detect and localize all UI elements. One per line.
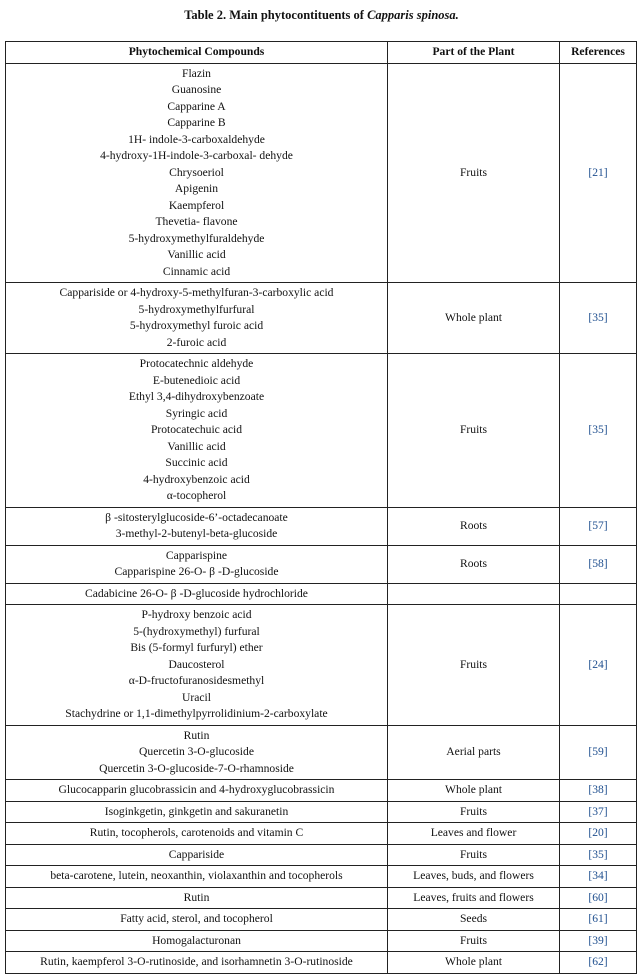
compounds-cell (6, 283, 388, 354)
reference-link[interactable]: [20] (560, 823, 637, 845)
compound-name: Stachydrine or 1,1-dimethylpyrrolidinium-2-carboxylate (65, 707, 328, 720)
compound-name: Rutin, tocopherols, carotenoids and vitamin C (89, 826, 304, 839)
reference-link[interactable]: [24] (560, 605, 637, 726)
compound-name: Cappariside (168, 847, 225, 861)
compound-name: Quercetin 3-O-glucoside (139, 745, 254, 758)
compound-name: Cappariside or 4-hydroxy-5-methylfuran-3-carboxylic acid (59, 286, 334, 299)
compound-name: Fatty acid, sterol, and tocopherol (120, 912, 273, 925)
table-row (6, 583, 637, 605)
compound-name: Protocatechuic acid (150, 423, 243, 436)
compounds-cell (6, 952, 388, 974)
plant-part-cell: Leaves, buds, and flowers (388, 866, 560, 888)
compound-name: Capparine A (167, 99, 226, 113)
reference-link[interactable]: [34] (560, 866, 637, 888)
compound-name: Ethyl 3,4-dihydroxybenzoate (128, 390, 265, 403)
compound-name: 5-hydroxymethyl furoic acid (129, 319, 264, 332)
compound-name: Glucocapparin glucobrassicin and 4-hydroxyglucobrassicin (58, 783, 335, 796)
plant-part-cell: Whole plant (388, 283, 560, 354)
table-body (6, 63, 637, 973)
reference-link[interactable]: [37] (560, 801, 637, 823)
compound-name: Capparispine (165, 548, 228, 562)
compound-name: Vanillic acid (167, 439, 226, 453)
compound-name: Cinnamic acid (162, 264, 231, 278)
compounds-cell (6, 844, 388, 866)
caption-prefix: Table 2. Main phytocontituents of (184, 8, 368, 22)
compound-name: Chrysoeriol (169, 165, 224, 179)
compound-name: Uracil (182, 690, 211, 704)
header-references: References (560, 42, 637, 64)
table-row (6, 909, 637, 931)
header-row (6, 42, 637, 64)
plant-part-cell: Roots (388, 545, 560, 583)
compounds-cell (6, 930, 388, 952)
compounds-cell (6, 507, 388, 545)
compound-name: 4-hydroxy-1H-indole-3-carboxal- dehyde (100, 149, 293, 162)
plant-part-cell: Roots (388, 507, 560, 545)
compound-name: Syringic acid (165, 406, 228, 420)
table-row (6, 725, 637, 780)
reference-link[interactable]: [59] (560, 725, 637, 780)
plant-part-cell (388, 583, 560, 605)
compound-name: Cadabicine 26-O- β -D-glucoside hydrochloride (85, 586, 308, 600)
compound-name: Rutin (183, 890, 210, 904)
compound-name: α-tocopherol (166, 489, 227, 502)
compound-name: Protocatechnic aldehyde (139, 357, 254, 370)
compounds-cell (6, 605, 388, 726)
reference-link[interactable]: [58] (560, 545, 637, 583)
compound-name: 2-furoic acid (166, 335, 227, 349)
compounds-cell (6, 909, 388, 931)
compound-name: Thevetia- flavone (155, 215, 238, 228)
table-row (6, 605, 637, 726)
reference-link[interactable]: [21] (560, 63, 637, 283)
table-row (6, 952, 637, 974)
reference-link[interactable]: [38] (560, 780, 637, 802)
table-row (6, 780, 637, 802)
reference-link[interactable] (560, 583, 637, 605)
compound-name: 5-hydroxymethylfuraldehyde (128, 231, 265, 245)
compounds-cell (6, 887, 388, 909)
compounds-cell (6, 801, 388, 823)
compounds-cell (6, 780, 388, 802)
compound-name: Flazin (182, 66, 211, 80)
compound-name: Rutin (183, 728, 210, 742)
compounds-cell (6, 823, 388, 845)
plant-part-cell: Fruits (388, 63, 560, 283)
compound-name: Succinic acid (165, 456, 228, 469)
compound-name: Daucosterol (168, 657, 225, 671)
table-row (6, 823, 637, 845)
compound-name: Capparispine 26-O- β -D-glucoside (114, 565, 279, 578)
reference-link[interactable]: [61] (560, 909, 637, 931)
compounds-cell (6, 545, 388, 583)
table-row (6, 545, 637, 583)
plant-part-cell: Fruits (388, 605, 560, 726)
compound-name: Apigenin (174, 182, 219, 195)
compound-name: Vanillic acid (167, 248, 226, 261)
compounds-cell (6, 866, 388, 888)
compound-name: E-butenedioic acid (152, 373, 241, 387)
compound-name: Homogalacturonan (152, 933, 241, 947)
table-row (6, 283, 637, 354)
compound-name: Quercetin 3-O-glucoside-7-O-rhamnoside (99, 761, 294, 775)
compound-name: β -sitosterylglucoside-6’-octadecanoate (105, 510, 288, 524)
table-row (6, 63, 637, 283)
compound-name: P-hydroxy benzoic acid (141, 608, 252, 621)
compound-name: 5-(hydroxymethyl) furfural (133, 624, 260, 638)
plant-part-cell: Fruits (388, 844, 560, 866)
compound-name: 1H- indole-3-carboxaldehyde (128, 132, 265, 146)
table-caption (0, 8, 643, 23)
compound-name: Kaempferol (168, 198, 225, 212)
compounds-cell (6, 583, 388, 605)
reference-link[interactable]: [60] (560, 887, 637, 909)
plant-part-cell: Leaves, fruits and flowers (388, 887, 560, 909)
plant-part-cell: Fruits (388, 354, 560, 508)
table-row (6, 801, 637, 823)
reference-link[interactable]: [57] (560, 507, 637, 545)
compound-name: beta-carotene, lutein, neoxanthin, violaxanthin and tocopherols (50, 869, 343, 882)
compound-name: Capparine B (167, 116, 226, 129)
compound-name: Guanosine (171, 83, 222, 96)
reference-link[interactable]: [62] (560, 952, 637, 974)
compound-name: 5-hydroxymethylfurfural (138, 302, 255, 316)
reference-link[interactable]: [35] (560, 283, 637, 354)
table-row (6, 844, 637, 866)
compound-name: Bis (5-formyl furfuryl) ether (130, 641, 263, 654)
plant-part-cell: Seeds (388, 909, 560, 931)
reference-link[interactable]: [35] (560, 354, 637, 508)
compound-name: Isoginkgetin, ginkgetin and sakuranetin (104, 804, 289, 818)
caption-species: Capparis spinosa. (367, 8, 459, 22)
compounds-cell (6, 354, 388, 508)
plant-part-cell: Fruits (388, 801, 560, 823)
compounds-cell (6, 63, 388, 283)
plant-part-cell: Whole plant (388, 952, 560, 974)
reference-link[interactable]: [35] (560, 844, 637, 866)
plant-part-cell: Aerial parts (388, 725, 560, 780)
compound-name: α-D-fructofuranosidesmethyl (128, 674, 265, 687)
table-row (6, 887, 637, 909)
phytoconstituents-table (5, 41, 637, 974)
compound-name: Rutin, kaempferol 3-O-rutinoside, and isorhamnetin 3-O-rutinoside (40, 955, 353, 968)
compounds-cell (6, 725, 388, 780)
table-row (6, 507, 637, 545)
table-row (6, 866, 637, 888)
header-part: Part of the Plant (388, 42, 560, 64)
plant-part-cell: Fruits (388, 930, 560, 952)
header-compounds: Phytochemical Compounds (6, 42, 388, 64)
plant-part-cell: Leaves and flower (388, 823, 560, 845)
plant-part-cell: Whole plant (388, 780, 560, 802)
compound-name: 3-methyl-2-butenyl-beta-glucoside (115, 527, 278, 540)
table-row (6, 354, 637, 508)
compound-name: 4-hydroxybenzoic acid (143, 472, 250, 486)
table-row (6, 930, 637, 952)
reference-link[interactable]: [39] (560, 930, 637, 952)
